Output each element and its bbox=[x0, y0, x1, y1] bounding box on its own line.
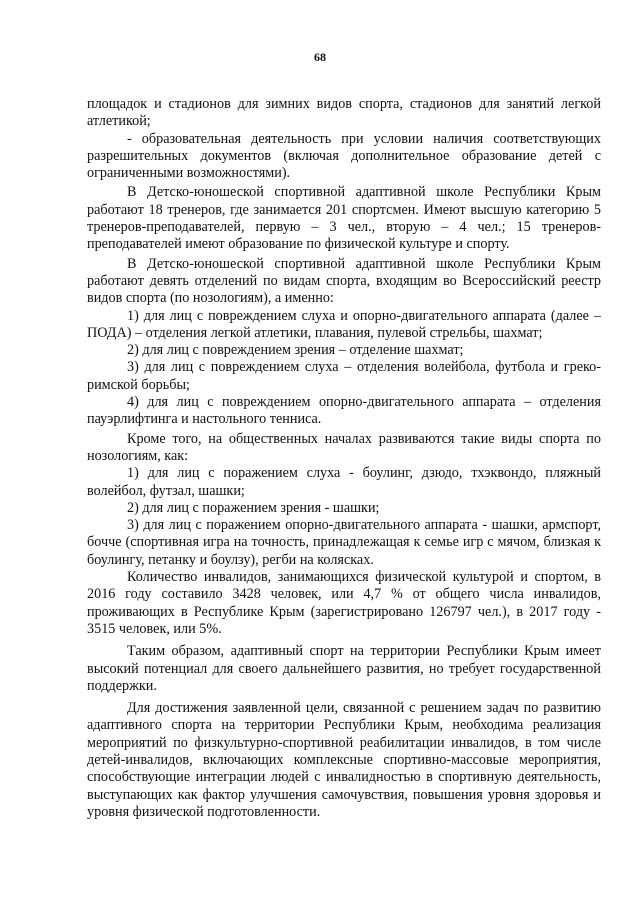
paragraph-statistics: Количество инвалидов, занимающихся физической культурой и спортом, в 2016 году составило 3428 человек, или 4,7 % от общего числа инвалидов, проживающих в Республике Крым (зарегистрировано 126797 чел.), в 2017 году - 3515 человек, или 5%. bbox=[87, 569, 601, 637]
list-item-public-musculoskeletal: 3) для лиц с поражением опорно-двигательного аппарата - шашки, армспорт, бочче (спортивная игра на точность, принадлежащая к семье игр с мячом, близкая к боулингу, петанку и боулзу), регби на колясках. bbox=[87, 517, 601, 568]
list-item-public-hearing: 1) для лиц с поражением слуха - боулинг, дзюдо, тхэквондо, пляжный волейбол, футзал, шашки; bbox=[87, 465, 601, 499]
paragraph-coaches: В Детско-юношеской спортивной адаптивной школе Республики Крым работают 18 тренеров, где занимается 201 спортсмен. Имеют высшую категорию 5 тренеров-преподавателей, первую – 3 чел., вторую – 4 чел.; 15 тренеров-преподавателей имеют образование по физической культуре и спорту. bbox=[87, 184, 601, 253]
list-item-musculoskeletal: 4) для лиц с повреждением опорно-двигательного аппарата – отделения пауэрлифтинга и настольного тенниса. bbox=[87, 394, 601, 428]
paragraph-educational-activity: - образовательная деятельность при условии наличия соответствующих разрешительных документов (включая дополнительное образование детей с ограниченными возможностями). bbox=[87, 130, 601, 182]
paragraph-conclusion: Таким образом, адаптивный спорт на территории Республики Крым имеет высокий потенциал для своего дальнейшего развития, но требует государственной поддержки. bbox=[87, 643, 601, 694]
list-item-vision: 2) для лиц с повреждением зрения – отделение шахмат; bbox=[127, 342, 464, 359]
paragraph-measures: Для достижения заявленной цели, связанной с решением задач по развитию адаптивного спорта на территории Республики Крым, необходима реализация мероприятий по физкультурно-спортивной реабилитации инвалидов, в том числе детей-инвалидов, включающих комплексные спортивно-массовые мероприятия, способствующие интеграции людей с инвалидностью в спортивную деятельность, выступающих как фактор улучшения самочувствия, повышения уровня здоровья и уровня физической подготовленности. bbox=[87, 700, 601, 820]
paragraph-public-sports-intro: Кроме того, на общественных началах развиваются такие виды спорта по нозологиям, как: bbox=[87, 430, 601, 464]
page-number: 68 bbox=[314, 50, 326, 64]
list-item-hearing: 3) для лиц с повреждением слуха – отделения волейбола, футбола и греко-римской борьбы; bbox=[87, 359, 601, 393]
list-item-public-vision: 2) для лиц с поражением зрения - шашки; bbox=[127, 499, 380, 516]
document-body bbox=[87, 96, 601, 821]
paragraph-departments-intro: В Детско-юношеской спортивной адаптивной школе Республики Крым работают девять отделений по видам спорта, входящим во Всероссийский реестр видов спорта (по нозологиям), а именно: bbox=[87, 255, 601, 307]
paragraph-sports-facilities: площадок и стадионов для зимних видов спорта, стадионов для занятий легкой атлетикой; bbox=[87, 96, 601, 130]
list-item-hearing-musculoskeletal: 1) для лиц с повреждением слуха и опорно-двигательного аппарата (далее – ПОДА) – отделения легкой атлетики, плавания, пулевой стрельбы, шахмат; bbox=[87, 307, 601, 341]
